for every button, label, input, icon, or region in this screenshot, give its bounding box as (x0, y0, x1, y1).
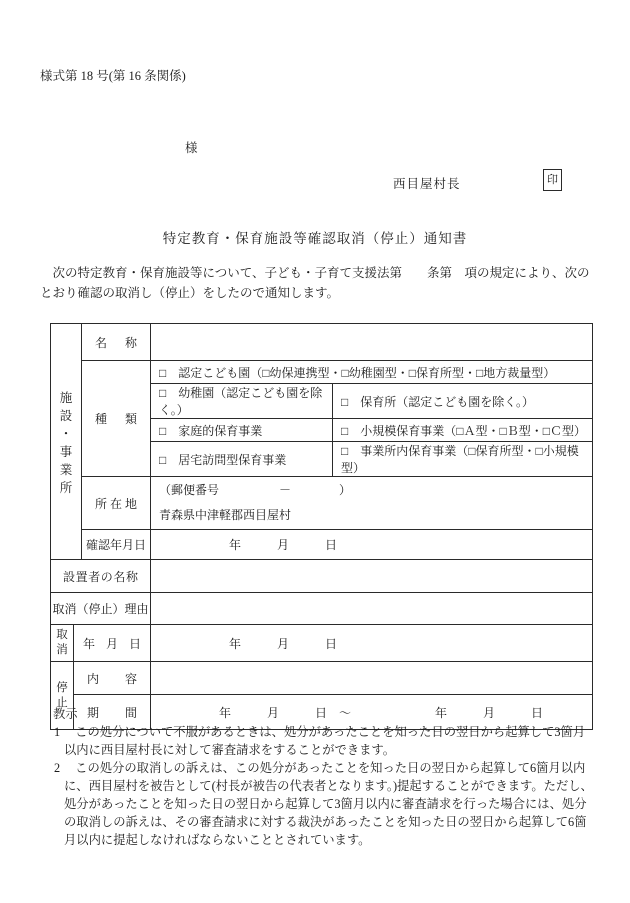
type-option-kindergarten: □ 幼稚園（認定こども園を除く。） (151, 384, 333, 419)
confirm-date-value-field: 年 月 日 (151, 530, 593, 560)
note-number: 1 (54, 725, 61, 739)
address-line: 青森県中津軽郡西目屋村 (159, 508, 292, 522)
note-text: この処分の取消しの訴えは、この処分があったことを知った日の翌日から起算して6箇月以内に、西目屋村を被告として(村長が被告の代表者となります。)提起することができます。ただし、処分があったことを知った日の翌日から起算して3箇月以内に審査請求を行った場合には、処分の取消しの訴えは、その審査請求に対する裁決があったことを知った日の翌日から起算して6箇月以内に提起しなければならないこととされています。 (64, 761, 593, 847)
installer-name-label: 設 置 者 の 名 称 (51, 560, 151, 593)
suspend-section-label: 停 止 (51, 662, 74, 730)
suspend-content-value-field (151, 662, 593, 695)
confirm-date-label: 確認年月日 (82, 530, 151, 560)
type-option-onsite: □ 事業所内保育事業（□保育所型・□小規模型） (333, 442, 593, 477)
note-text: この処分について不服があるときは、処分があったことを知った日の翌日から起算して3箇月以内に西目屋村長に対して審査請求をすることができます。 (64, 725, 586, 757)
issuer-title: 西目屋村長 (393, 177, 461, 191)
suspend-content-label: 内 容 (74, 662, 151, 695)
cancel-section-label: 取 消 (51, 625, 74, 662)
installer-name-value-field (151, 560, 593, 593)
postal-code-line: （郵便番号 － ） (159, 483, 352, 497)
appeal-notes (50, 705, 596, 849)
notes-heading: 教示 (53, 707, 78, 721)
form-number: 様式第 18 号(第 16 条関係) (40, 69, 186, 83)
addressee-suffix: 様 (185, 141, 198, 155)
note-item-1 (54, 723, 596, 759)
seal-box: 印 (543, 169, 562, 191)
address-label: 所 在 地 (82, 477, 151, 530)
document-title: 特定教育・保育施設等確認取消（停止）通知書 (162, 231, 468, 246)
cancel-date-value-field: 年 月 日 (151, 625, 593, 662)
name-label: 名 称 (82, 324, 151, 361)
address-value-field (151, 477, 593, 530)
note-number: 2 (54, 761, 61, 775)
facility-section-label: 施 設 ・ 事 業 所 (51, 324, 82, 560)
cancel-date-label: 年 月 日 (74, 625, 151, 662)
type-option-home-care: □ 家庭的保育事業 (151, 419, 333, 442)
intro-paragraph: 次の特定教育・保育施設等について、子ども・子育て支援法第 条第 項の規定により、次のとおり確認の取消し（停止）をしたので通知します。 (40, 266, 590, 300)
type-option-certified-center: □ 認定こども園（□幼保連携型・□幼稚園型・□保育所型・□地方裁量型） (151, 361, 593, 384)
suspend-period-label: 期 間 (74, 695, 151, 730)
type-label: 種 類 (82, 361, 151, 477)
type-option-home-visit: □ 居宅訪問型保育事業 (151, 442, 333, 477)
type-option-small-scale: □ 小規模保育事業（□Ａ型・□Ｂ型・□Ｃ型） (333, 419, 593, 442)
suspend-period-value-field: 年 月 日 ～ 年 月 日 (151, 695, 593, 730)
form-table (50, 323, 593, 730)
cancel-reason-label: 取消（停止）理由 (51, 593, 151, 625)
cancel-reason-value-field (151, 593, 593, 625)
name-value-field (151, 324, 593, 361)
note-item-2 (54, 759, 596, 849)
type-option-nursery: □ 保育所（認定こども園を除く。） (333, 384, 593, 419)
